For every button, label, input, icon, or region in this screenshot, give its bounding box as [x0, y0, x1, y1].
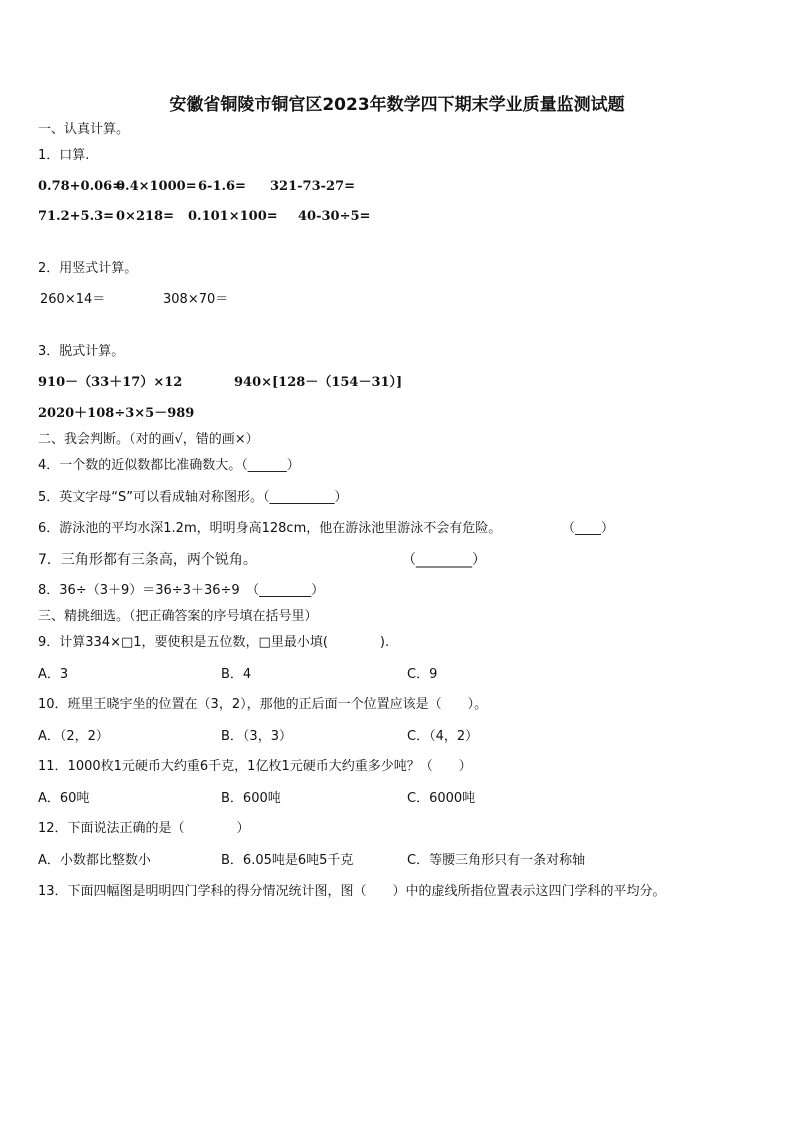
- stepwise-calc-item: 910－（33＋17）×12: [38, 375, 183, 390]
- section-heading-3: 三、精挑细选。（把正确答案的序号填在括号里）: [38, 609, 318, 624]
- option-b: B．4: [221, 667, 252, 682]
- judge-question-4: 4．一个数的近似数都比准确数大。（______）: [38, 458, 300, 473]
- option-c: C．9: [407, 667, 438, 682]
- option-c: C．（4，2）: [407, 729, 479, 744]
- option-c: C．等腰三角形只有一条对称轴: [407, 853, 586, 868]
- option-a: A．60吨: [38, 791, 90, 806]
- oral-calc-item: 6-1.6=: [198, 179, 246, 194]
- page-title: 安徽省铜陵市铜官区2023年数学四下期末学业质量监测试题: [169, 95, 625, 115]
- choice-question-12: 12．下面说法正确的是（ ）: [38, 821, 250, 836]
- section-heading-2: 二、我会判断。（对的画√，错的画×）: [38, 432, 259, 447]
- stepwise-calc-item: 2020＋108÷3×5－989: [38, 406, 195, 421]
- option-b: B．（3，3）: [221, 729, 292, 744]
- choice-question-13: 13．下面四幅图是明明四门学科的得分情况统计图，图（ ）中的虚线所指位置表示这四门学科的平均分。: [38, 884, 666, 899]
- choice-question-11: 11．1000枚1元硬币大约重6千克，1亿枚1元硬币大约重多少吨？（ ）: [38, 759, 472, 774]
- question-1-label: 1．口算.: [38, 148, 90, 163]
- option-a: A．小数都比整数小: [38, 853, 151, 868]
- question-3-label: 3．脱式计算。: [38, 344, 125, 359]
- stepwise-calc-item: 940×[128－（154－31）]: [234, 375, 403, 390]
- oral-calc-item: 40-30÷5=: [298, 209, 371, 224]
- oral-calc-item: 71.2+5.3=: [38, 209, 115, 224]
- judge-question-5: 5．英文字母“S”可以看成轴对称图形。（__________）: [38, 490, 348, 505]
- answer-blank: （____）: [562, 521, 615, 536]
- question-2-label: 2．用竖式计算。: [38, 261, 138, 276]
- vertical-calc-item: 260×14＝: [40, 292, 106, 307]
- section-heading-1: 一、认真计算。: [38, 122, 130, 137]
- option-b: B．6.05吨是6吨5千克: [221, 853, 354, 868]
- option-c: C．6000吨: [407, 791, 476, 806]
- oral-calc-item: 0.4×1000=: [116, 179, 197, 194]
- option-a: A．3: [38, 667, 69, 682]
- vertical-calc-item: 308×70＝: [163, 292, 229, 307]
- choice-question-10: 10．班里王晓宇坐的位置在（3，2），那他的正后面一个位置应该是（ ）。: [38, 697, 488, 712]
- judge-question-8: 8．36÷（3＋9）＝36÷3＋36÷9 （________）: [38, 583, 325, 598]
- option-b: B．600吨: [221, 791, 281, 806]
- oral-calc-item: 0×218=: [116, 209, 174, 224]
- judge-question-7: 7．三角形都有三条高，两个锐角。: [38, 552, 257, 568]
- choice-question-9: 9．计算334×□1，要使积是五位数，□里最小填( ).: [38, 635, 390, 650]
- option-a: A．（2，2）: [38, 729, 109, 744]
- answer-blank: （________）: [402, 552, 486, 568]
- oral-calc-item: 0.78+0.06=: [38, 179, 124, 194]
- judge-question-6: 6．游泳池的平均水深1.2m，明明身高128cm，他在游泳池里游泳不会有危险。: [38, 521, 502, 536]
- oral-calc-item: 0.101×100=: [188, 209, 278, 224]
- oral-calc-item: 321-73-27=: [270, 179, 356, 194]
